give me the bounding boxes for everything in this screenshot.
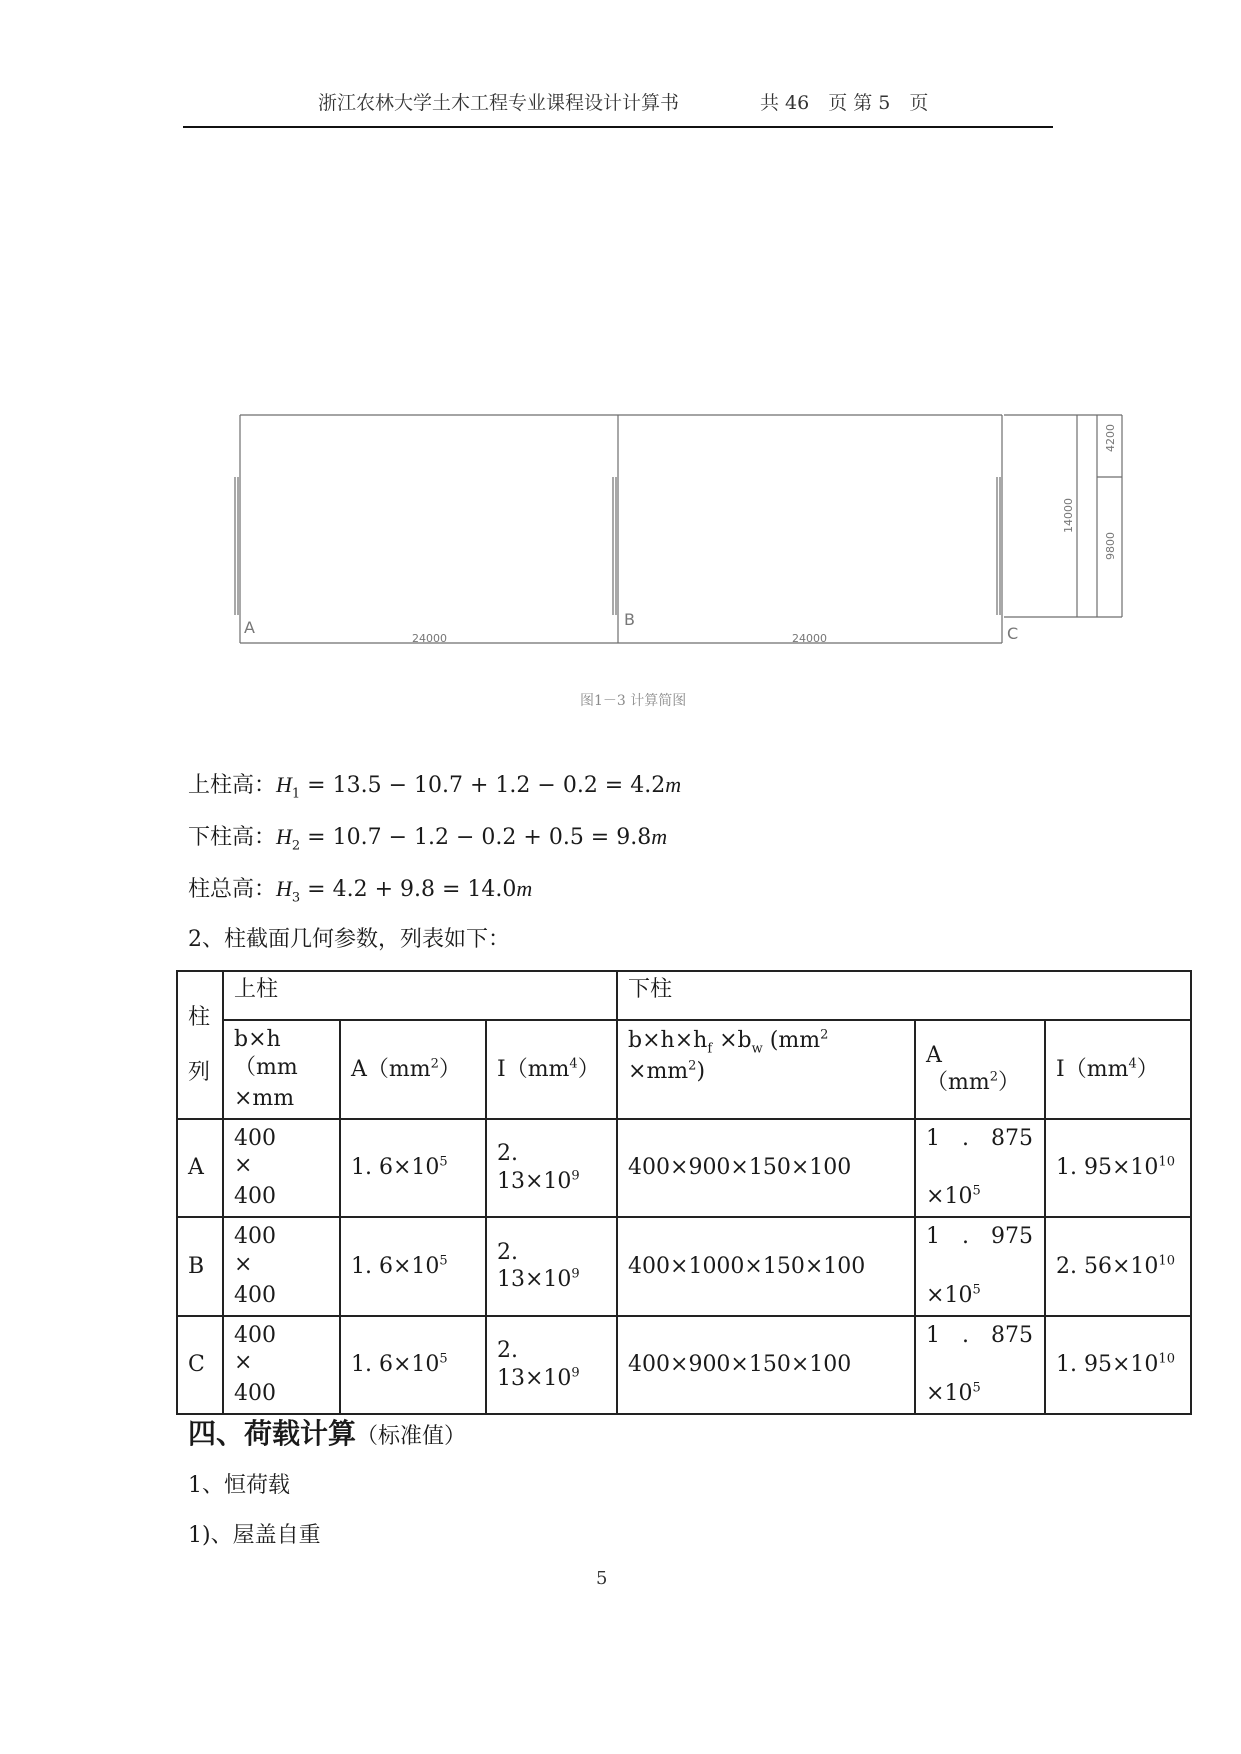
row-upper-bh: 400 × 400 (223, 1217, 340, 1315)
header-rule (183, 126, 1053, 128)
row-lower-inertia: 2. $56\times 10^{10}$ (1045, 1217, 1191, 1315)
label: 上柱高： (188, 773, 277, 798)
label-a: A (244, 618, 255, 637)
dim-total-label: 14000 (1062, 498, 1075, 533)
row-upper-bh: 400 × 400 (223, 1119, 340, 1217)
upper-bh-header: b×h（mm ×mm (223, 1020, 340, 1118)
label: 柱总高： (188, 877, 277, 902)
row-lower-dims: 400×900×150×100 (617, 1119, 915, 1217)
expression: = 4.2 + 9.8 = 14.0 (300, 877, 517, 902)
subsection-dead-load: 1、恒荷载 (188, 1473, 290, 1498)
row-upper-area: 1. $6\times 10^5$ (340, 1316, 486, 1414)
expression: = 10.7 − 1.2 − 0.2 + 0.5 = 9.8 (300, 825, 652, 850)
symbol: H (276, 876, 292, 901)
row-upper-inertia: 2. $13\times 10^9$ (486, 1217, 617, 1315)
section-2-heading: 2、柱截面几何参数，列表如下： (188, 927, 510, 952)
row-upper-area: 1. $6\times 10^5$ (340, 1217, 486, 1315)
row-column-id: C (177, 1316, 223, 1414)
subscript: 2 (291, 838, 301, 854)
dim-upper-label: 4200 (1104, 424, 1117, 452)
label: 下柱高： (188, 825, 277, 850)
symbol: H (276, 824, 292, 849)
calculation-diagram (232, 405, 1152, 665)
column-id-header: 柱 列 (177, 971, 223, 1119)
expression: = 13.5 − 10.7 + 1.2 − 0.2 = 4.2 (300, 773, 666, 798)
row-upper-inertia: 2. $13\times 10^9$ (486, 1119, 617, 1217)
document-title: 浙江农林大学土木工程专业课程设计计算书 (318, 92, 680, 114)
row-upper-inertia: 2. $13\times 10^9$ (486, 1316, 617, 1414)
row-lower-dims: 400×900×150×100 (617, 1316, 915, 1414)
row-lower-dims: 400×1000×150×100 (617, 1217, 915, 1315)
unit: m (516, 876, 533, 901)
upper-area-header: $A(mm^2)$ (340, 1020, 486, 1118)
lower-dims-header: $b\times h\times h_f \times b_w$ $(mm^2 \times mm^2)$ (617, 1020, 915, 1118)
dim-lower-label: 9800 (1104, 532, 1117, 560)
subscript: 1 (291, 786, 301, 802)
span-left-label: 24000 (412, 632, 447, 645)
row-upper-bh: 400 × 400 (223, 1316, 340, 1414)
symbol: H (276, 772, 292, 797)
row-lower-inertia: 1. $95\times 10^{10}$ (1045, 1316, 1191, 1414)
row-lower-area: 1 . 975 $\times 10^5$ (915, 1217, 1045, 1315)
lower-area-header: $A(mm^2)$ (915, 1020, 1045, 1118)
subscript: 3 (291, 890, 301, 906)
page-info: 共 46 页 第 5 页 (760, 92, 929, 114)
table-row (177, 1316, 1191, 1414)
unit: m (651, 824, 668, 849)
table-row (177, 1119, 1191, 1217)
table-row (177, 1217, 1191, 1315)
upper-inertia-header: $I(mm^4)$ (486, 1020, 617, 1118)
row-column-id: A (177, 1119, 223, 1217)
span-right-label: 24000 (792, 632, 827, 645)
subsection-roof-self-weight: 1)、屋盖自重 (188, 1523, 321, 1548)
row-lower-inertia: 1. $95\times 10^{10}$ (1045, 1119, 1191, 1217)
row-lower-area: 1 . 875 $\times 10^5$ (915, 1316, 1045, 1414)
unit: m (665, 772, 682, 797)
row-lower-area: 1 . 875 $\times 10^5$ (915, 1119, 1045, 1217)
figure-caption: 图1－3 计算简图 (580, 693, 687, 709)
column-geometry-table (176, 970, 1192, 1415)
label-c: C (1007, 624, 1019, 643)
row-column-id: B (177, 1217, 223, 1315)
upper-column-height (188, 768, 681, 801)
lower-inertia-header: $I(mm^4)$ (1045, 1020, 1191, 1118)
row-upper-area: 1. $6\times 10^5$ (340, 1119, 486, 1217)
total-column-height (188, 872, 532, 905)
lower-column-header: 下柱 (617, 971, 1191, 1020)
upper-column-header: 上柱 (223, 971, 617, 1020)
label-b: B (624, 610, 635, 629)
lower-column-height (188, 820, 667, 853)
page-number: 5 (596, 1568, 608, 1589)
section-4-heading: 四、荷载计算（标准值） (188, 1417, 467, 1450)
